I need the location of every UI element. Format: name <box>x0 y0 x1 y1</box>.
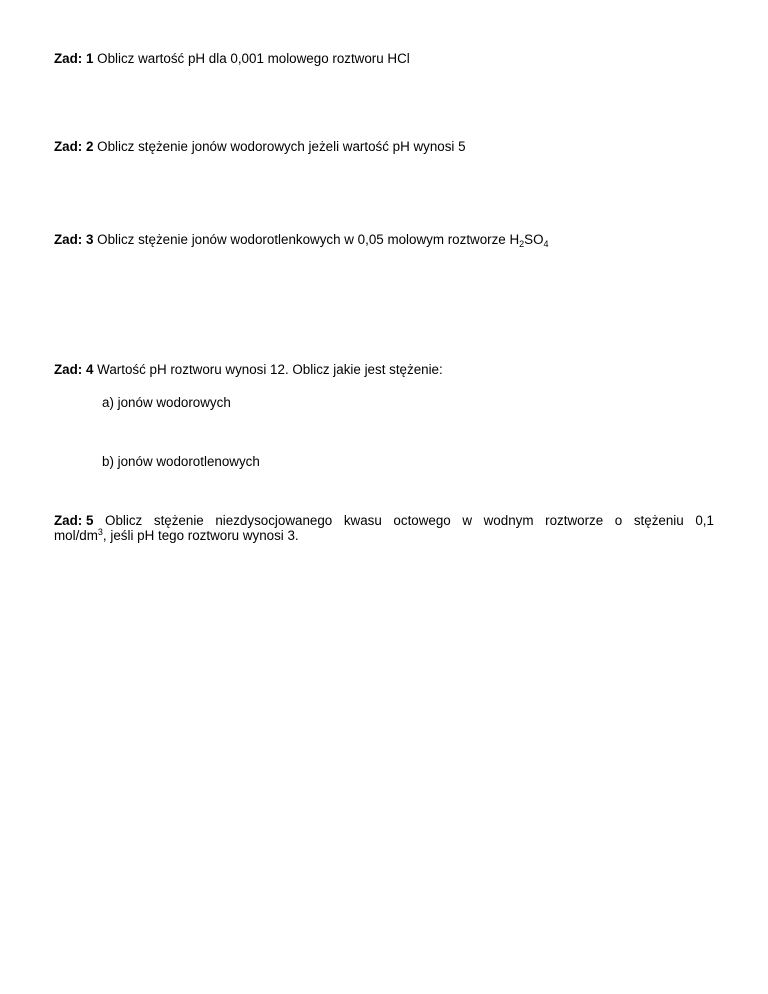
task-5-line-1 <box>54 513 714 528</box>
task-3-text: Oblicz stężenie jonów wodorotlenkowych w 0,05 molowym roztworze H <box>97 232 520 247</box>
task-5-word: niezdysocjowanego <box>215 513 333 528</box>
task-1-label: Zad: 1 <box>54 51 94 66</box>
task-1-text: Oblicz wartość pH dla 0,001 molowego roztworu HCl <box>97 51 410 66</box>
task-5-word: 0,1 <box>695 513 714 528</box>
task-3-formula-so: SO <box>524 232 544 247</box>
task-5-unit: mol/dm <box>54 528 98 543</box>
task-5-word: o <box>614 513 623 528</box>
task-5-word: w <box>462 513 473 528</box>
task-2 <box>54 139 466 155</box>
task-5-line-2-text: , jeśli pH tego roztworu wynosi 3. <box>102 528 299 543</box>
task-4-text: Wartość pH roztworu wynosi 12. Oblicz jakie jest stężenie: <box>97 362 443 377</box>
task-4-label: Zad: 4 <box>54 362 94 377</box>
task-5-line-2 <box>54 528 714 543</box>
task-5-word: octowego <box>393 513 451 528</box>
task-5-label: Zad: 5 <box>54 513 94 528</box>
task-5-superscript-3: 3 <box>97 527 103 537</box>
task-5-word: roztworze <box>545 513 604 528</box>
task-4-option-b: b) jonów wodorotlenowych <box>102 454 260 469</box>
task-3-label: Zad: 3 <box>54 232 94 247</box>
task-3-subscript-2: 2 <box>519 239 525 249</box>
task-5 <box>54 513 714 543</box>
task-4 <box>54 362 443 378</box>
task-5-word: stężenie <box>153 513 204 528</box>
task-3-subscript-4: 4 <box>543 239 549 249</box>
task-5-word: wodnym <box>483 513 534 528</box>
task-3 <box>54 232 549 248</box>
task-4-option-a: a) jonów wodorowych <box>102 395 231 410</box>
task-1 <box>54 51 410 67</box>
task-2-text: Oblicz stężenie jonów wodorowych jeżeli wartość pH wynosi 5 <box>97 139 466 154</box>
task-5-word: kwasu <box>343 513 382 528</box>
task-5-word: Oblicz <box>105 513 143 528</box>
task-5-word: stężeniu <box>633 513 684 528</box>
task-2-label: Zad: 2 <box>54 139 94 154</box>
